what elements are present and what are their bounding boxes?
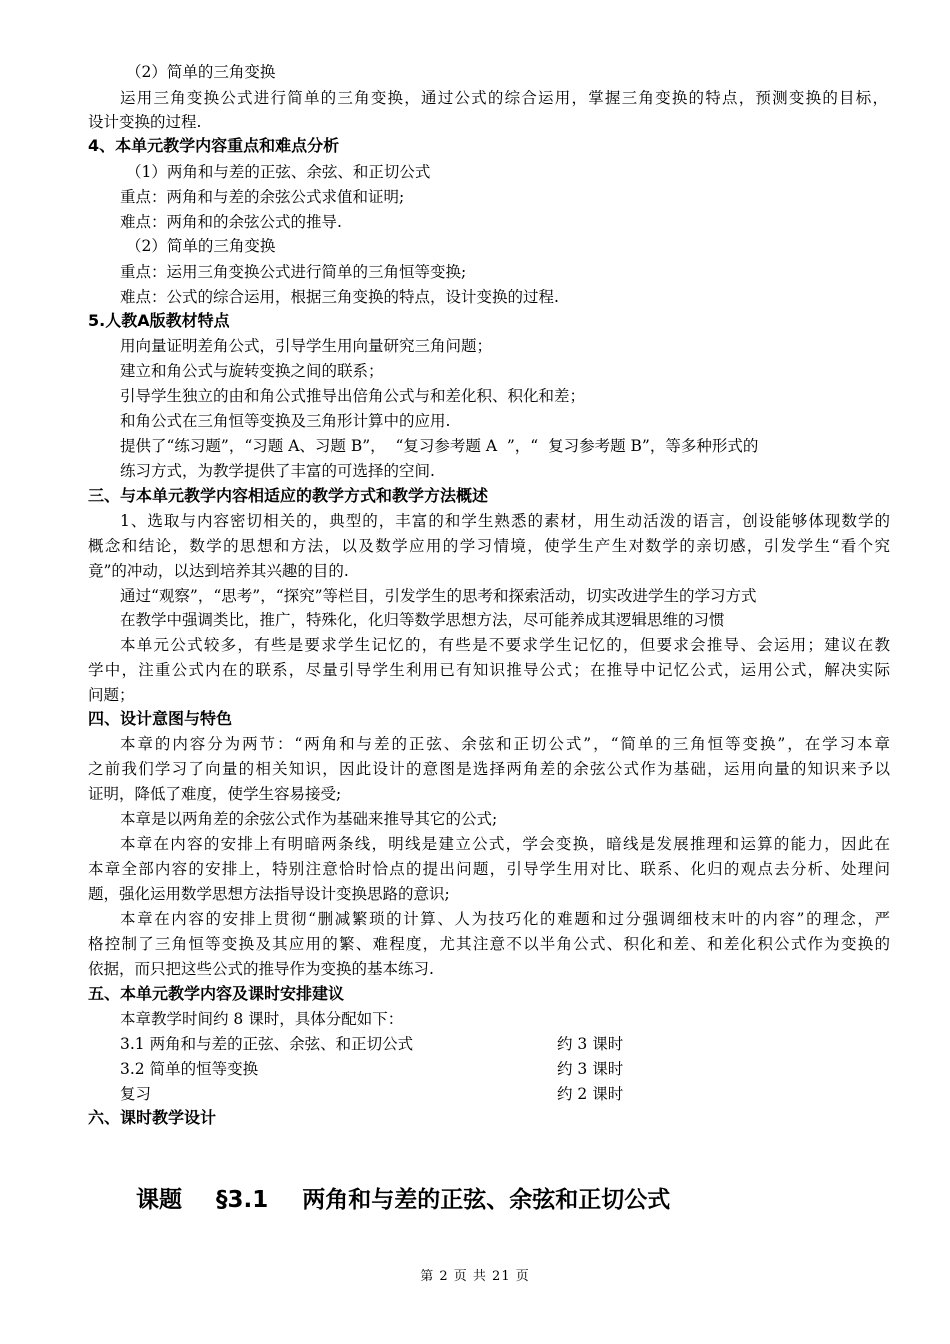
paragraph-line: 重点：运用三角变换公式进行简单的三角恒等变换; (120, 263, 467, 281)
paragraph-line: 格控制了三角恒等变换及其应用的繁、难程度，尤其注意不以半角公式、积化和差、和差化积公式作为变换的 (88, 935, 890, 953)
paragraph-line: 提供了“练习题”，“习题 A、习题 B”， “复习参考题 A ”，“ 复习参考题 B”，等多种形式的 (120, 437, 759, 455)
paragraph-line: 学中，注重公式内在的联系，尽量引导学生利用已有知识推导公式；在推导中记忆公式，运用公式，解决实际 (88, 661, 890, 679)
section-heading: 4、本单元教学内容重点和难点分析 (88, 136, 340, 155)
section-heading: 六、课时教学设计 (88, 1108, 217, 1127)
section-heading: 三、与本单元教学内容相适应的教学方式和教学方法概述 (88, 486, 489, 505)
paragraph-line: 问题； (88, 686, 135, 704)
section-heading: 四、设计意图与特色 (88, 709, 233, 728)
schedule-item: 3.1 两角和与差的正弦、余弦、和正切公式 (120, 1035, 414, 1053)
paragraph-line: 本章是以两角差的余弦公式作为基础来推导其它的公式; (120, 810, 498, 828)
section-heading: 5.人教A版教材特点 (88, 311, 230, 330)
schedule-item: 复习 (120, 1085, 152, 1103)
paragraph-line: 本单元公式较多，有些是要求学生记忆的，有些是不要求学生记忆的，但要求会推导、会运用；建议在教 (120, 636, 890, 654)
schedule-hours: 约 3 课时 (557, 1060, 624, 1078)
paragraph-line: 证明，降低了难度，使学生容易接受; (88, 785, 342, 803)
paragraph-line: 通过“观察”，“思考”，“探究”等栏目，引发学生的思考和探索活动，切实改进学生的学习方式 (120, 587, 757, 605)
page-footer: 第 2 页 共 21 页 (420, 1269, 530, 1284)
section-heading: 五、本单元教学内容及课时安排建议 (88, 984, 345, 1003)
paragraph-line: （1）两角和与差的正弦、余弦、和正切公式 (126, 163, 431, 181)
schedule-hours: 约 2 课时 (557, 1085, 624, 1103)
paragraph-line: 重点：两角和与差的余弦公式求值和证明; (120, 188, 405, 206)
paragraph-line: 本章全部内容的安排上，特别注意恰时恰点的提出问题，引导学生用对比、联系、化归的观点去分析、处理问 (88, 860, 890, 878)
lesson-title-label: 课题 (136, 1187, 182, 1213)
paragraph-line: 1、选取与内容密切相关的，典型的，丰富的和学生熟悉的素材，用生动活泼的语言，创设能够体现数学的 (120, 512, 890, 530)
paragraph-line: 用向量证明差角公式，引导学生用向量研究三角问题； (120, 337, 493, 355)
paragraph-line: 练习方式，为教学提供了丰富的可选择的空间. (120, 462, 435, 480)
paragraph-line: （2）简单的三角变换 (126, 63, 276, 81)
paragraph-line: （2）简单的三角变换 (126, 237, 276, 255)
paragraph-line: 在教学中强调类比，推广，特殊化，化归等数学思想方法，尽可能养成其逻辑思维的习惯 (120, 611, 725, 629)
paragraph-line: 本章在内容的安排上贯彻“删减繁琐的计算、人为技巧化的难题和过分强调细枝末叶的内容”的理念，严 (120, 910, 890, 928)
paragraph-line: 引导学生独立的由和角公式推导出倍角公式与和差化积、积化和差； (120, 387, 586, 405)
paragraph-line: 本章在内容的安排上有明暗两条线，明线是建立公式，学会变换，暗线是发展推理和运算的能力，因此在 (120, 835, 890, 853)
paragraph-line: 竟”的冲动，以达到培养其兴趣的目的. (88, 562, 349, 580)
paragraph-line: 难点：公式的综合运用，根据三角变换的特点，设计变换的过程. (120, 288, 559, 306)
paragraph-line: 运用三角变换公式进行简单的三角变换，通过公式的综合运用，掌握三角变换的特点，预测变换的目标， (120, 89, 888, 107)
lesson-title-section: §3.1 (216, 1187, 269, 1213)
paragraph-line: 依据，而只把这些公式的推导作为变换的基本练习. (88, 960, 434, 978)
schedule-item: 3.2 简单的恒等变换 (120, 1060, 259, 1078)
lesson-title-text: 两角和与差的正弦、余弦和正切公式 (302, 1187, 671, 1213)
paragraph-line: 题，强化运用数学思想方法指导设计变换思路的意识; (88, 885, 450, 903)
paragraph-line: 设计变换的过程. (88, 113, 202, 131)
paragraph-line: 本章的内容分为两节：“两角和与差的正弦、余弦和正切公式”，“简单的三角恒等变换”，在学习本章 (120, 735, 890, 753)
paragraph-line: 之前我们学习了向量的相关知识，因此设计的意图是选择两角差的余弦公式作为基础，运用向量的知识来予以 (88, 760, 890, 778)
paragraph-line: 和角公式在三角恒等变换及三角形计算中的应用. (120, 412, 451, 430)
schedule-hours: 约 3 课时 (557, 1035, 624, 1053)
paragraph-line: 建立和角公式与旋转变换之间的联系； (120, 362, 384, 380)
paragraph-line: 难点：两角和的余弦公式的推导. (120, 213, 342, 231)
paragraph-line: 概念和结论，数学的思想和方法，以及数学应用的学习情境，使学生产生对数学的亲切感，引发学生“看个究 (88, 537, 890, 555)
paragraph-line: 本章教学时间约 8 课时，具体分配如下： (120, 1010, 404, 1028)
lesson-title (136, 1181, 696, 1214)
